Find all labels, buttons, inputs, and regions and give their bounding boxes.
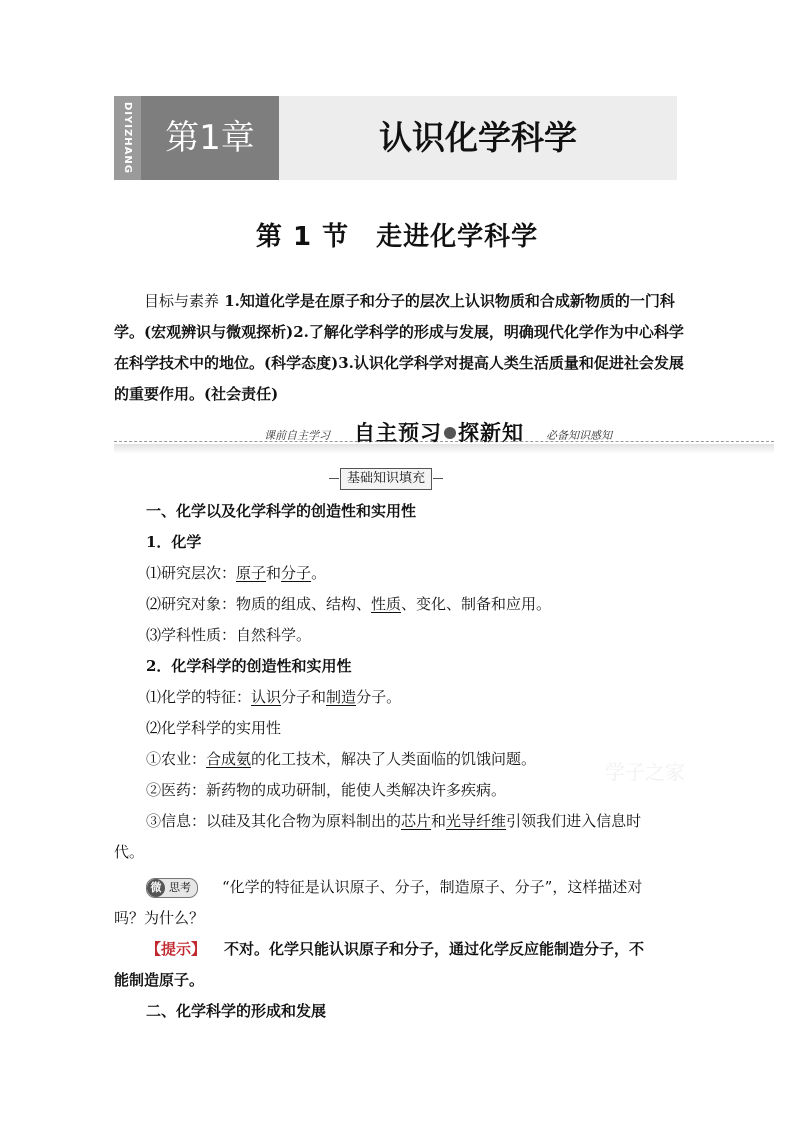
chapter-label: 第1章	[141, 96, 279, 180]
paragraph-feature	[114, 682, 684, 713]
paragraph-medicine: ②医药：新药物的成功研制，能使人类解决许多疾病。	[146, 781, 507, 799]
text: 的化工技术，解决了人类面临的饥饿问题。	[251, 750, 537, 768]
think-word: 思考	[169, 881, 191, 894]
hint-paragraph-wrap: 能制造原子。	[114, 971, 205, 989]
answer-blank: 芯片	[401, 812, 432, 830]
text: ⑴研究层次：	[146, 564, 237, 582]
heading-2: 二、化学科学的形成和发展	[146, 1002, 327, 1020]
learning-goals	[114, 286, 684, 410]
goals-text: 1.知道化学是在原子和分子的层次上认识物质和合成新物质的一门科学。(宏观辨识与微观探析)2.了解化学科学的形成与发展，明确现代化学作为中心科学在科学技术中的地位。(科学态度)3.认识化学科学对提高人类生活质量和促进社会发展的重要作用。(社会责任)	[114, 292, 684, 403]
think-badge-icon	[146, 878, 198, 898]
text: 和	[431, 812, 447, 830]
hint-label: 【提示】	[146, 940, 207, 958]
text: ⑴化学的特征：	[146, 688, 252, 706]
goals-label: 目标与素养	[144, 292, 220, 310]
hint-paragraph	[114, 934, 684, 965]
heading-1: 一、化学以及化学科学的创造性和实用性	[146, 502, 417, 520]
heading-1-1: 1．化学	[146, 533, 202, 551]
section-title: 第 1 节 走进化学科学	[255, 222, 539, 252]
text: ③信息：以硅及其化合物为原料制出的	[146, 812, 402, 830]
text: 和	[266, 564, 282, 582]
banner-center-title	[354, 417, 524, 447]
answer-blank: 合成氨	[206, 750, 252, 768]
paragraph-information-wrap: 代。	[114, 843, 145, 861]
watermark: 学子之家	[605, 760, 685, 784]
think-question-wrap: 吗？为什么？	[114, 909, 205, 927]
vertical-chapter-strip: DIYIZHANG	[114, 96, 141, 180]
text: ①农业：	[146, 750, 207, 768]
text: ⑵研究对象：物质的组成、结构、	[146, 595, 372, 613]
hint-text: 不对。化学只能认识原子和分子，通过化学反应能制造分子，不	[224, 940, 645, 958]
think-question-text: “化学的特征是认识原子、分子，制造原子、分子”，这样描述对	[222, 878, 643, 896]
answer-blank: 性质	[371, 595, 402, 613]
text: 。	[311, 564, 327, 582]
answer-blank: 原子	[236, 564, 267, 582]
paragraph-research-level	[114, 558, 684, 589]
heading-1-2: 2．化学科学的创造性和实用性	[146, 657, 352, 675]
paragraph-discipline: ⑶学科性质：自然科学。	[146, 626, 312, 644]
text: 分子和	[281, 688, 327, 706]
banner-dot-icon	[444, 427, 456, 439]
think-question	[114, 872, 684, 903]
text: 引领我们进入信息时	[506, 812, 642, 830]
paragraph-practicality: ⑵化学科学的实用性	[146, 719, 282, 737]
answer-blank: 分子	[281, 564, 312, 582]
subsection-heading: 基础知识填充	[340, 468, 432, 490]
paragraph-agriculture	[114, 744, 684, 775]
answer-blank: 光导纤维	[446, 812, 507, 830]
section-banner	[114, 413, 774, 453]
chapter-title: 认识化学科学	[379, 118, 577, 157]
banner-title-a: 自主预习	[354, 421, 442, 445]
think-circle: 微	[147, 879, 165, 897]
text: 分子。	[356, 688, 402, 706]
text: 、变化、制备和应用。	[401, 595, 552, 613]
banner-right-label: 必备知识感知	[546, 429, 612, 442]
banner-left-label: 课前自主学习	[264, 429, 330, 442]
paragraph-research-object	[114, 589, 684, 620]
banner-title-b: 探新知	[458, 421, 524, 445]
answer-blank: 制造	[326, 688, 357, 706]
answer-blank: 认识	[251, 688, 282, 706]
chapter-header	[141, 96, 677, 180]
paragraph-information	[114, 806, 684, 837]
